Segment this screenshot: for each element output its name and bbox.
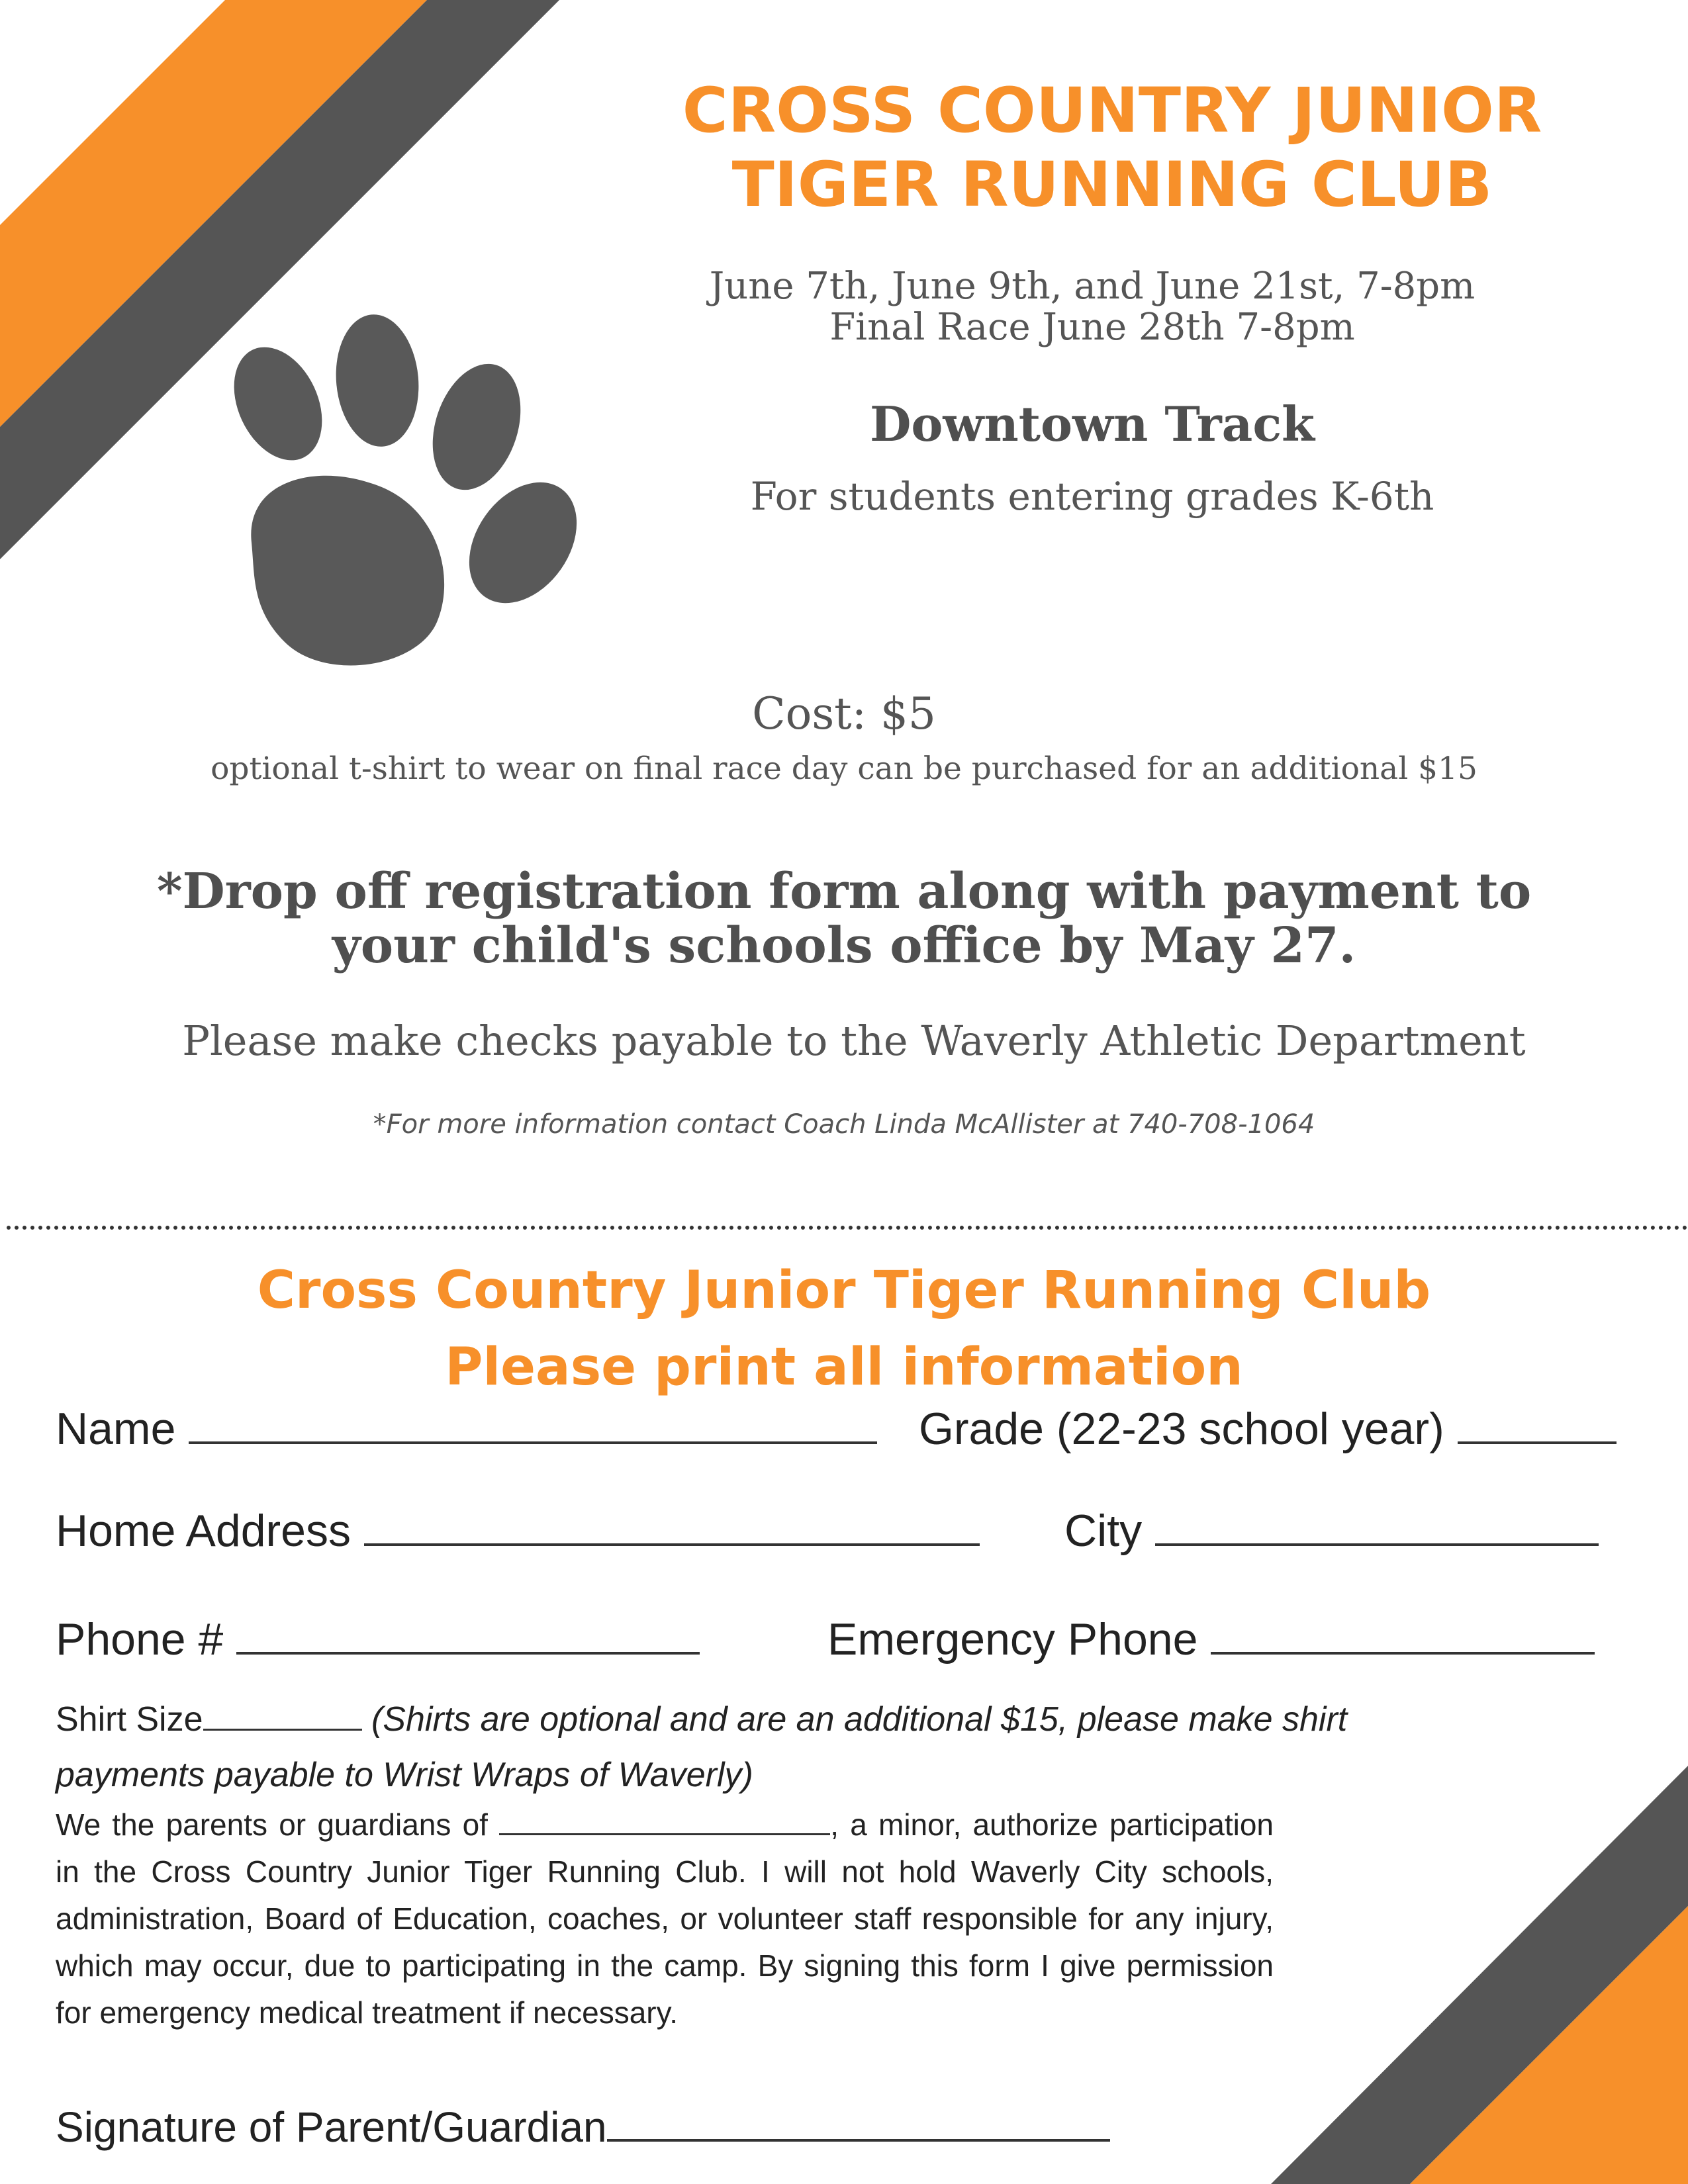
page-title — [549, 74, 1675, 222]
shirt-size-line[interactable] — [203, 1696, 362, 1731]
event-dates — [530, 266, 1655, 348]
address-field[interactable] — [56, 1504, 980, 1557]
dates-line-2: Final Race June 28th 7-8pm — [829, 306, 1355, 349]
signature-line[interactable] — [607, 2099, 1110, 2142]
venue: Downtown Track — [869, 396, 1315, 452]
grade-line[interactable] — [1458, 1402, 1617, 1444]
cut-line-divider — [7, 1226, 1688, 1230]
child-name-line[interactable] — [499, 1803, 830, 1835]
waiver-part-1: We the parents or guardians of — [56, 1807, 488, 1842]
dates-line-1: June 7th, June 9th, and June 21st, 7-8pm — [709, 265, 1476, 308]
city-field[interactable] — [1064, 1504, 1599, 1557]
address-label: Home Address — [56, 1506, 351, 1556]
phone-line[interactable] — [236, 1612, 700, 1655]
grade-label: Grade (22-23 school year) — [919, 1404, 1444, 1454]
title-line-2: TIGER RUNNING CLUB — [731, 149, 1493, 221]
signature-field[interactable] — [56, 2099, 1110, 2152]
form-title: Cross Country Junior Tiger Running Club — [257, 1261, 1431, 1320]
name-field[interactable] — [56, 1402, 877, 1455]
title-line-1: CROSS COUNTRY JUNIOR — [682, 75, 1542, 147]
waiver-text — [56, 1801, 1274, 2036]
shirt-size-field[interactable] — [56, 1692, 1578, 1803]
phone-label: Phone # — [56, 1614, 224, 1664]
emergency-phone-field[interactable] — [827, 1612, 1595, 1665]
shirt-note-line-2: payments payable to Wrist Wraps of Waverly) — [56, 1756, 753, 1794]
waiver-part-2: , a minor, authorize participation in the Cross Country Junior Tiger Running Club. I will not hold Waverly City schools, administration, Board of Education, coaches, or volunteer staff responsible for any injury, which may occur, due to participating in the camp. By signing this form I give permission for emergency medical treatment if necessary. — [56, 1807, 1274, 2030]
address-line[interactable] — [364, 1504, 980, 1546]
name-line[interactable] — [189, 1402, 877, 1444]
phone-field[interactable] — [56, 1612, 700, 1665]
shirt-note-line-1: (Shirts are optional and are an additional $15, please make shirt — [371, 1700, 1348, 1739]
cost: Cost: $5 — [752, 688, 936, 739]
grade-eligibility: For students entering grades K-6th — [750, 474, 1434, 519]
tshirt-note: optional t-shirt to wear on final race day can be purchased for an additional $15 — [211, 751, 1477, 787]
dropoff-line-1: *Drop off registration form along with payment to — [156, 863, 1532, 920]
checks-payable: Please make checks payable to the Waverly Athletic Department — [182, 1017, 1526, 1065]
city-label: City — [1064, 1506, 1143, 1556]
dropoff-instructions — [0, 864, 1688, 973]
form-header — [0, 1252, 1688, 1406]
shirt-size-label: Shirt Size — [56, 1700, 203, 1739]
form-subtitle: Please print all information — [445, 1338, 1243, 1397]
dropoff-line-2: your child's schools office by May 27. — [332, 917, 1356, 974]
signature-label: Signature of Parent/Guardian — [56, 2103, 607, 2151]
contact-info: *For more information contact Coach Linda McAllister at 740-708-1064 — [373, 1109, 1315, 1140]
emergency-phone-line[interactable] — [1211, 1612, 1595, 1655]
name-label: Name — [56, 1404, 176, 1454]
emergency-phone-label: Emergency Phone — [827, 1614, 1198, 1664]
city-line[interactable] — [1155, 1504, 1599, 1546]
grade-field[interactable] — [919, 1402, 1617, 1455]
